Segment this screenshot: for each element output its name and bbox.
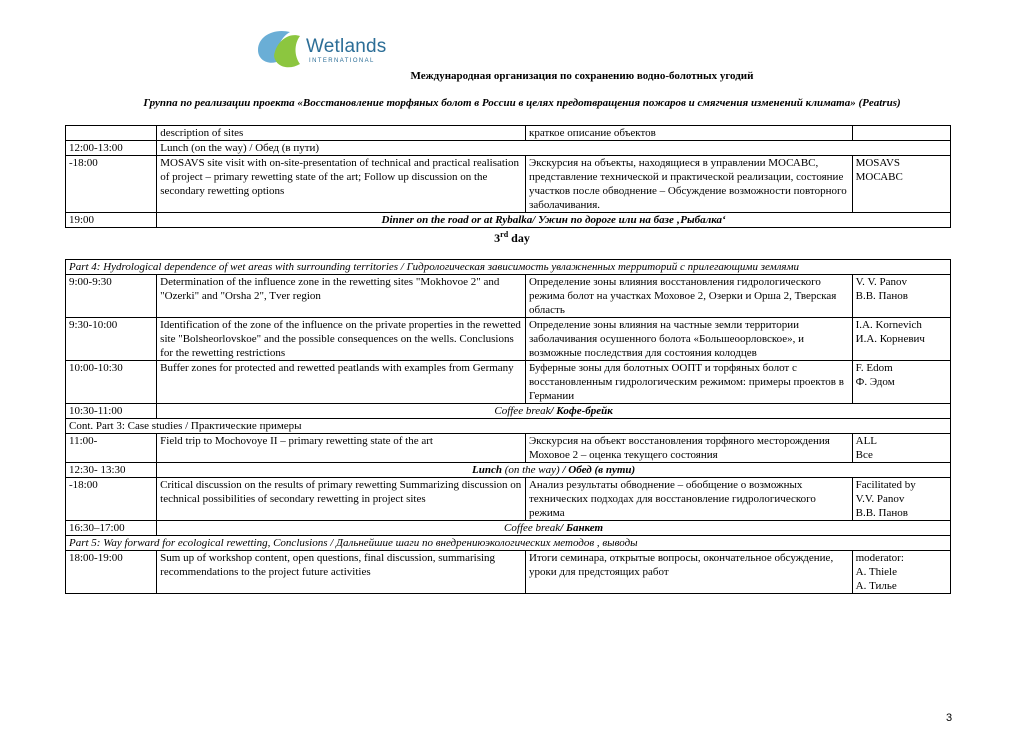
merged-cell: Coffee break/ Банкет (157, 521, 951, 536)
speaker-ru: МОСАВС (855, 171, 903, 183)
speaker-en: I.A. Kornevich (855, 319, 922, 331)
section-row (66, 536, 951, 551)
time-cell: 16:30–17:00 (66, 521, 157, 536)
schedule-table-day3 (65, 259, 951, 594)
time-cell: 19:00 (66, 213, 157, 228)
table-row (66, 141, 951, 156)
time-cell: 10:00-10:30 (66, 361, 157, 404)
section-heading: Part 5: Way forward for ecological rewetting, Conclusions / Дальнейшие шаги по внедрениюэкологических методов , выводы (66, 536, 951, 551)
table-row (66, 478, 951, 521)
schedule-table-day2 (65, 125, 951, 228)
org-title: Международная организация по сохранению водно-болотных угодий (410, 70, 754, 82)
table-row (66, 156, 951, 213)
speaker-ru: И.А. Корневич (855, 333, 925, 345)
time-cell: 18:00-19:00 (66, 551, 157, 594)
section-row (66, 419, 951, 434)
time-cell: 11:00- (66, 434, 157, 463)
en-cell: description of sites (157, 126, 526, 141)
merged-cell: Lunch (on the way) / Обед (в пути) (157, 141, 951, 156)
merged-cell: Lunch (on the way) / Обед (в пути) (157, 463, 951, 478)
speaker-ru: А. Тилье (855, 580, 897, 592)
table-row (66, 551, 951, 594)
section-row (66, 260, 951, 275)
speaker-en: V. V. Panov (855, 276, 907, 288)
table-row (66, 213, 951, 228)
time-cell: 9:00-9:30 (66, 275, 157, 318)
time-cell: -18:00 (66, 156, 157, 213)
speaker-en: A. Thiele (855, 566, 897, 578)
en-cell: Buffer zones for protected and rewetted peatlands with examples from Germany (157, 361, 526, 404)
ru-cell: Экскурсия на объект восстановления торфяного месторождения Моховое 2 – оценка текущего состояния (525, 434, 852, 463)
page-number: 3 (946, 712, 953, 724)
speaker-cell (852, 318, 950, 361)
merged-cell: Coffee break/ Кофе-брейк (157, 404, 951, 419)
table-row (66, 275, 951, 318)
merged-cell: Dinner on the road or at Rybalka/ Ужин по дороге или на базе ‚Рыбалка‘ (157, 213, 951, 228)
section-heading: Cont. Part 3: Case studies / Практические примеры (66, 419, 951, 434)
speaker-en: F. Edom (855, 362, 893, 374)
ru-cell: Анализ результаты обводнение – обобщение о возможных технических подходах для восстановление гидрологического режима (525, 478, 852, 521)
en-cell: Sum up of workshop content, open questions, final discussion, summarising recommendations to the project future activities (157, 551, 526, 594)
speaker-cell (852, 551, 950, 594)
section-heading: Part 4: Hydrological dependence of wet areas with surrounding territories / Гидрологическая зависимость увлажненных территорий с прилегающими землями (66, 260, 951, 275)
speaker-cell (852, 478, 950, 521)
speaker-en: MOSAVS (855, 157, 901, 169)
table-row (66, 434, 951, 463)
ru-cell: краткое описание объектов (526, 126, 853, 141)
speaker-ru: Все (855, 449, 873, 461)
table-row (66, 318, 951, 361)
table-row (66, 404, 951, 419)
speaker-cell (852, 361, 950, 404)
table-row (66, 463, 951, 478)
table-row (66, 361, 951, 404)
en-cell: Critical discussion on the results of primary rewetting Summarizing discussion on technical possibilities of secondary rewetting in project sites (157, 478, 526, 521)
ru-cell: Определение зоны влияния восстановления гидрологического режима болот на участках Моховое 2, Озерки и Орша 2, Тверская область (525, 275, 852, 318)
time-cell: 9:30-10:00 (66, 318, 157, 361)
project-title: Группа по реализации проекта «Восстановление торфяных болот в России в целях предотвращения пожаров и смягчения изменений климата» (Peatrus) (143, 97, 901, 109)
time-cell: 12:00-13:00 (66, 141, 157, 156)
en-cell: MOSAVS site visit with on-site-presentation of technical and practical realisation of project – primary rewetting state of the art; Follow up discussion on the secondary rewetting options (157, 156, 526, 213)
table-row (66, 521, 951, 536)
speaker-ru: В.В. Панов (855, 290, 908, 302)
speaker-cell (852, 156, 950, 213)
day-heading: 3rd day (494, 230, 530, 245)
speaker-cell (852, 275, 950, 318)
time-cell (66, 126, 157, 141)
logo-wordmark: Wetlands (306, 36, 387, 57)
en-cell: Determination of the influence zone in the rewetting sites "Mokhovoe 2" and "Ozerki" and "Orsha 2", Tver region (157, 275, 526, 318)
speaker-en: ALL (855, 435, 878, 447)
ru-cell: Буферные зоны для болотных ООПТ и торфяных болот с восстановленным гидрологическим режимом: примеры проектов в Германии (525, 361, 852, 404)
ru-cell: Определение зоны влияния на частные земли территории заболачивания осушенного болота «Большеоорловское», и возможные последствия для состояния колодцев (525, 318, 852, 361)
en-cell: Field trip to Mochovoye II – primary rewetting state of the art (157, 434, 526, 463)
speaker-role: Facilitated by (855, 479, 916, 491)
en-cell: Identification of the zone of the influence on the private properties in the rewetted site "Bolsheorlovskoe" and the possible consequences on the wells. Conclusions for the rewetting restrictions (157, 318, 526, 361)
table-row (66, 126, 951, 141)
speaker-ru: Ф. Эдом (855, 376, 895, 388)
time-cell: 10:30-11:00 (66, 404, 157, 419)
logo-subtext: INTERNATIONAL (309, 58, 375, 64)
ru-cell: Экскурсия на объекты, находящиеся в управлении МОСАВС, представление технической и практической реализации, состояние участков после обводнение – Обсуждение возможности повторного заболачивания. (526, 156, 853, 213)
time-cell: 12:30- 13:30 (66, 463, 157, 478)
speaker-role: moderator: (855, 552, 904, 564)
speaker-ru: В.В. Панов (855, 507, 908, 519)
ru-cell: Итоги семинара, открытые вопросы, окончательное обсуждение, уроки для предстоящих работ (525, 551, 852, 594)
speaker-en: V.V. Panov (855, 493, 905, 505)
time-cell: -18:00 (66, 478, 157, 521)
speaker-cell (852, 126, 950, 141)
speaker-cell (852, 434, 950, 463)
